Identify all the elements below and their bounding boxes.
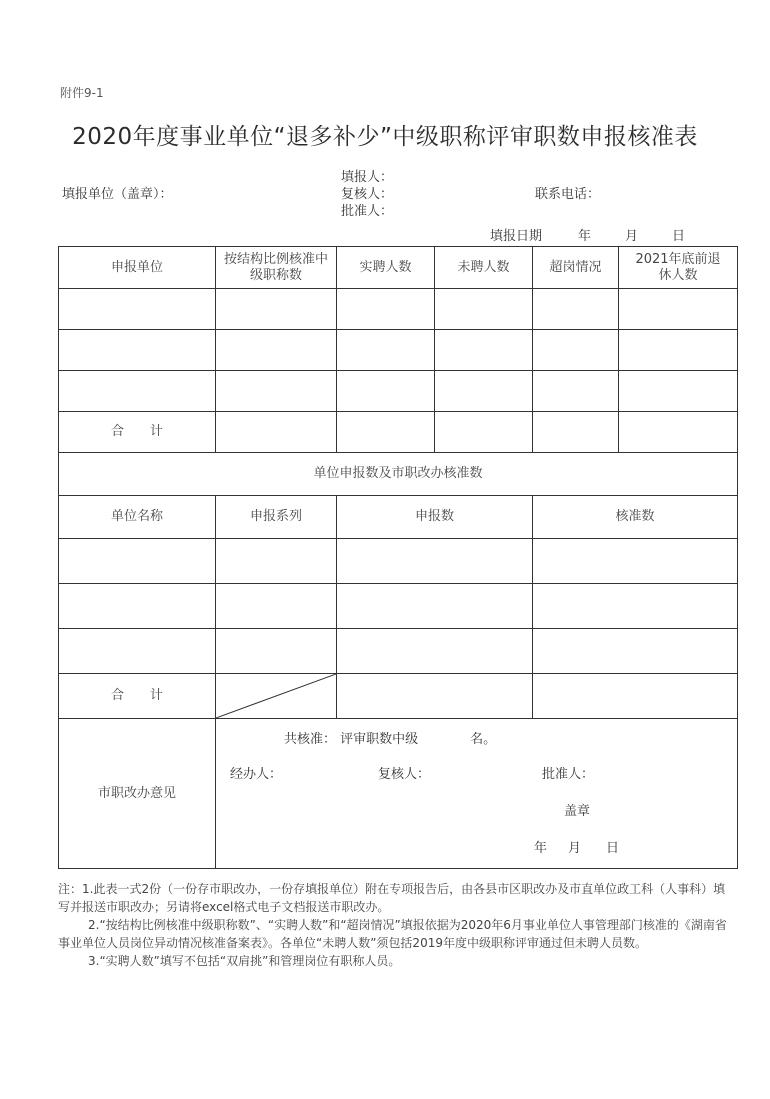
col-header-unit-name: 单位名称 bbox=[59, 496, 216, 539]
table-cell[interactable] bbox=[59, 371, 216, 412]
table-row bbox=[59, 539, 738, 584]
approved-count-text: 共核准： 评审职数中级 名。 bbox=[284, 732, 497, 747]
table-row bbox=[59, 584, 738, 629]
table-cell[interactable] bbox=[216, 371, 337, 412]
diagonal-cell bbox=[216, 674, 337, 719]
opinion-day: 日 bbox=[606, 841, 620, 856]
col-header-declared: 申报数 bbox=[337, 496, 533, 539]
table-cell[interactable] bbox=[59, 629, 216, 674]
table-cell[interactable] bbox=[533, 674, 738, 719]
table-cell[interactable] bbox=[533, 289, 619, 330]
table-cell[interactable] bbox=[533, 412, 619, 453]
table-cell[interactable] bbox=[216, 539, 337, 584]
table-cell[interactable] bbox=[435, 289, 533, 330]
col-header-series: 申报系列 bbox=[216, 496, 337, 539]
table-cell[interactable] bbox=[216, 584, 337, 629]
note-1: 注：1.此表一式2份（一份存市职改办，一份存填报单位）附在专项报告后，由各县市区职改办及市直单位政工科（人事科）填写并报送市职改办；另请将excel格式电子文档报送市职改办。 bbox=[58, 882, 726, 914]
table-cell[interactable] bbox=[59, 539, 216, 584]
notes bbox=[58, 880, 730, 970]
col-header-hired: 实聘人数 bbox=[337, 247, 435, 289]
table-cell[interactable] bbox=[216, 629, 337, 674]
table-cell[interactable] bbox=[533, 629, 738, 674]
opinion-reviewer-label: 复核人： bbox=[378, 767, 431, 782]
table-cell[interactable] bbox=[337, 289, 435, 330]
table-cell[interactable] bbox=[216, 330, 337, 371]
note-3: 3.“实聘人数”填写不包括“双肩挑”和管理岗位有职称人员。 bbox=[88, 954, 401, 968]
table-cell[interactable] bbox=[337, 412, 435, 453]
total-label: 合 计 bbox=[59, 412, 216, 453]
col-header-approved-count: 按结构比例核准中级职称数 bbox=[216, 247, 337, 289]
col-header-approved: 核准数 bbox=[533, 496, 738, 539]
report-table bbox=[58, 246, 738, 869]
diagonal-line bbox=[216, 674, 336, 718]
table-cell[interactable] bbox=[533, 539, 738, 584]
table-cell[interactable] bbox=[619, 330, 738, 371]
section-title-row bbox=[59, 453, 738, 496]
reviewer-label: 复核人： bbox=[341, 187, 394, 202]
table2-header-row bbox=[59, 496, 738, 539]
table-cell[interactable] bbox=[337, 330, 435, 371]
col-header-retire: 2021年底前退休人数 bbox=[619, 247, 738, 289]
opinion-year: 年 bbox=[534, 841, 548, 856]
table1-header-row bbox=[59, 247, 738, 289]
table-cell[interactable] bbox=[216, 289, 337, 330]
table-cell[interactable] bbox=[435, 371, 533, 412]
opinion-month: 月 bbox=[568, 841, 582, 856]
table-row bbox=[59, 330, 738, 371]
table-row bbox=[59, 371, 738, 412]
table1-total-row bbox=[59, 412, 738, 453]
table-cell[interactable] bbox=[337, 629, 533, 674]
date-month: 月 bbox=[625, 229, 639, 244]
section-title: 单位申报数及市职改办核准数 bbox=[59, 453, 738, 496]
date-year: 年 bbox=[578, 229, 592, 244]
table-row bbox=[59, 289, 738, 330]
phone-label: 联系电话： bbox=[535, 187, 601, 202]
table-cell[interactable] bbox=[435, 330, 533, 371]
filler-label: 填报人： bbox=[341, 170, 394, 185]
table-row bbox=[59, 629, 738, 674]
opinion-approver-label: 批准人： bbox=[542, 767, 595, 782]
table-cell[interactable] bbox=[337, 674, 533, 719]
table-cell[interactable] bbox=[619, 289, 738, 330]
table-cell[interactable] bbox=[337, 539, 533, 584]
table-cell[interactable] bbox=[337, 371, 435, 412]
col-header-unhired: 未聘人数 bbox=[435, 247, 533, 289]
table-cell[interactable] bbox=[59, 584, 216, 629]
col-header-unit: 申报单位 bbox=[59, 247, 216, 289]
table-cell[interactable] bbox=[533, 371, 619, 412]
opinion-row bbox=[59, 719, 738, 869]
table2-total-row bbox=[59, 674, 738, 719]
note-2: 2.“按结构比例核准中级职称数”、“实聘人数”和“超岗情况”填报依据为2020年6月事业单位人事管理部门核准的《湖南省事业单位人员岗位异动情况核准备案表》。各单位“未聘人数”须包括2019年度中级职称评审通过但未聘人员数。 bbox=[58, 918, 727, 950]
table-cell[interactable] bbox=[435, 412, 533, 453]
opinion-label: 市职改办意见 bbox=[59, 719, 216, 869]
total-label: 合 计 bbox=[59, 674, 216, 719]
page-title: 2020年度事业单位“退多补少”中级职称评审职数申报核准表 bbox=[72, 124, 698, 150]
date-day: 日 bbox=[672, 229, 686, 244]
unit-label: 填报单位（盖章）： bbox=[62, 187, 173, 202]
table-cell[interactable] bbox=[59, 330, 216, 371]
handler-label: 经办人： bbox=[230, 767, 283, 782]
opinion-cell bbox=[216, 719, 738, 869]
table-cell[interactable] bbox=[216, 412, 337, 453]
table-cell[interactable] bbox=[337, 584, 533, 629]
date-label: 填报日期 bbox=[490, 229, 543, 244]
table-cell[interactable] bbox=[59, 289, 216, 330]
approver-label: 批准人： bbox=[341, 204, 394, 219]
table-cell[interactable] bbox=[533, 330, 619, 371]
table-cell[interactable] bbox=[533, 584, 738, 629]
seal-label: 盖章 bbox=[564, 804, 591, 819]
col-header-over-post: 超岗情况 bbox=[533, 247, 619, 289]
attachment-label: 附件9-1 bbox=[60, 86, 104, 100]
table-cell[interactable] bbox=[619, 371, 738, 412]
table-cell[interactable] bbox=[619, 412, 738, 453]
